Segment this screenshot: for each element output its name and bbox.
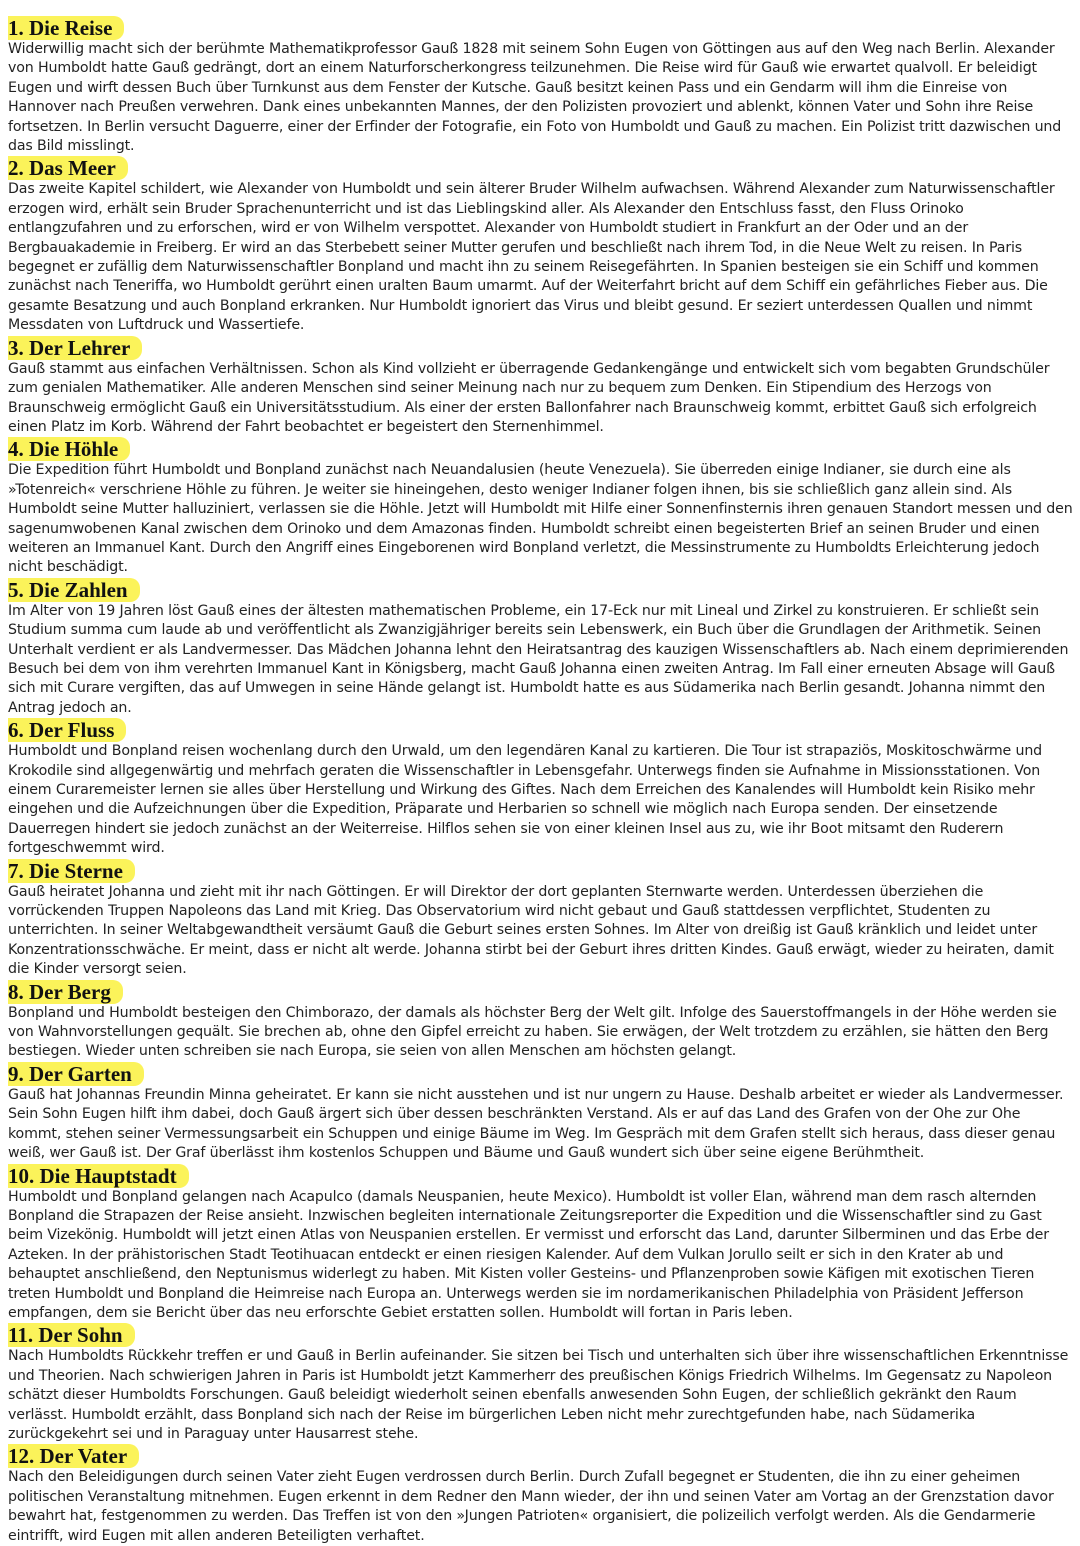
- summary-document: [8, 16, 1076, 1546]
- chapter-text: Widerwillig macht sich der berühmte Mathematikprofessor Gauß 1828 mit seinem Sohn Eugen von Göttingen aus auf den Weg nach Berlin. Alexander von Humboldt hatte Gauß gedrängt, dort an einem Naturforscherkongress teilzunehmen. Die Reise wird für Gauß wie erwartet qualvoll. Er beleidigt Eugen und wirft dessen Buch über Turnkunst aus dem Fenster der Kutsche. Gauß besitzt keinen Pass und ein Gendarm will ihm die Einreise von Hannover nach Preußen verwehren. Dank eines unbekannten Mannes, der den Polizisten provoziert und ablenkt, können Vater und Sohn ihre Reise fortsetzen. In Berlin versucht Daguerre, einer der Erfinder der Fotografie, ein Foto von Humboldt und Gauß zu machen. Ein Polizist tritt dazwischen und das Bild misslingt.: [8, 41, 1062, 155]
- chapter-heading: [8, 578, 1076, 602]
- chapter-heading: [8, 336, 1076, 360]
- chapter-heading: [8, 437, 1076, 461]
- chapter-4: [8, 437, 1076, 577]
- chapter-heading: [8, 16, 1076, 40]
- chapter-heading-text: 11. Der Sohn: [8, 1323, 135, 1347]
- chapter-heading-text: 6. Der Fluss: [8, 718, 126, 742]
- chapter-text: Gauß hat Johannas Freundin Minna geheiratet. Er kann sie nicht ausstehen und ist nur ungern zu Hause. Deshalb arbeitet er wieder als Landvermesser. Sein Sohn Eugen hilft ihm dabei, doch Gauß ärgert sich über dessen beschränkten Verstand. Als er auf das Land des Grafen von der Ohe zur Ohe kommt, stehen seiner Vermessungsarbeit ein Schuppen und einige Bäume im Weg. Im Gespräch mit dem Grafen stellt sich heraus, dass dieser genau weiß, wer Gauß ist. Der Graf überlässt ihm kostenlos Schuppen und Bäume und Gauß wundert sich über seine eigene Berühmtheit.: [8, 1086, 1064, 1162]
- chapter-heading-text: 5. Die Zahlen: [8, 578, 140, 602]
- chapter-text: Die Expedition führt Humboldt und Bonpland zunächst nach Neuandalusien (heute Venezuela). Sie überreden einige Indianer, sie durch eine als »Totenreich« verschriene Höhle zu führen. Je weiter sie hineingehen, desto weniger Indianer folgen ihnen, bis sie schließlich ganz allein sind. Als Humboldt seine Mutter halluziniert, verlassen sie die Höhle. Jetzt will Humboldt mit Hilfe einer Sonnenfinsternis ihren genauen Standort messen und den sagenumwobenen Kanal zwischen dem Orinoko und dem Amazonas finden. Humboldt schreibt einen begeisterten Brief an seinen Bruder und einen weiteren an Immanuel Kant. Durch den Angriff eines Eingeborenen wird Bonpland verletzt, die Messinstrumente zu Humboldts Erleichterung jedoch nicht beschädigt.: [8, 462, 1073, 576]
- chapter-5: [8, 578, 1076, 718]
- chapter-heading: [8, 1444, 1076, 1468]
- chapter-7: [8, 859, 1076, 980]
- chapter-heading: [8, 1164, 1076, 1188]
- chapter-heading: [8, 859, 1076, 883]
- chapter-text: Nach den Beleidigungen durch seinen Vater zieht Eugen verdrossen durch Berlin. Durch Zufall begegnet er Studenten, die ihn zu einer geheimen politischen Veranstaltung mitnehmen. Eugen erkennt in dem Redner den Mann wieder, der ihn und seinen Vater am Vortag an der Grenzstation davor bewahrt hat, festgenommen zu werden. Das Treffen ist von den »Jungen Patrioten« organisiert, die polizeilich verfolgt werden. Als die Gendarmerie eintrifft, wird Eugen mit allen anderen Beteiligten verhaftet.: [8, 1469, 1054, 1544]
- chapter-text: Gauß stammt aus einfachen Verhältnissen. Schon als Kind vollzieht er überragende Gedankengänge und entwickelt sich vom begabten Grundschüler zum genialen Mathematiker. Alle anderen Menschen sind seiner Meinung nach nur zu bequem zum Denken. Ein Stipendium des Herzogs von Braunschweig ermöglicht Gauß ein Universitätsstudium. Als einer der ersten Ballonfahrer nach Braunschweig kommt, erbittet Gauß sich erfolgreich einen Platz im Korb. Während der Fahrt beobachtet er begeistert den Sternenhimmel.: [8, 360, 1050, 435]
- chapter-text: Bonpland und Humboldt besteigen den Chimborazo, der damals als höchster Berg der Welt gilt. Infolge des Sauerstoffmangels in der Höhe werden sie von Wahnvorstellungen gequält. Sie brechen ab, ohne den Gipfel erreicht zu haben. Sie erwägen, der Welt trotzdem zu erzählen, sie hätten den Berg bestiegen. Wieder unten schreiben sie nach Europa, sie seien von allen Menschen am höchsten gelangt.: [8, 1004, 1057, 1060]
- chapter-9: [8, 1062, 1076, 1164]
- chapter-3: [8, 336, 1076, 438]
- chapter-10: [8, 1164, 1076, 1324]
- chapter-11: [8, 1323, 1076, 1444]
- chapter-heading: [8, 1062, 1076, 1086]
- chapter-heading-text: 1. Die Reise: [8, 16, 124, 40]
- chapter-heading-text: 10. Die Hauptstadt: [8, 1164, 189, 1188]
- chapter-heading-text: 2. Das Meer: [8, 156, 128, 180]
- chapter-heading-text: 9. Der Garten: [8, 1062, 144, 1086]
- chapter-heading-text: 8. Der Berg: [8, 980, 123, 1004]
- chapter-8: [8, 980, 1076, 1062]
- chapter-text: Im Alter von 19 Jahren löst Gauß eines der ältesten mathematischen Probleme, ein 17-Eck nur mit Lineal und Zirkel zu konstruieren. Er schließt sein Studium summa cum laude ab und veröffentlicht als Zwanzigjähriger bereits sein Lebenswerk, ein Buch über die Grundlagen der Arithmetik. Seinen Unterhalt verdient er als Landvermesser. Das Mädchen Johanna lehnt den Heiratsantrag des kauzigen Wissenschaftlers ab. Nach einem deprimierenden Besuch bei dem von ihm verehrten Immanuel Kant in Königsberg, macht Gauß Johanna einen zweiten Antrag. Im Fall einer erneuten Absage will Gauß sich mit Curare vergiften, das auf Umwegen in seine Hände gelangt ist. Humboldt hatte es aus Südamerika nach Berlin gesandt. Johanna nimmt den Antrag jedoch an.: [8, 602, 1069, 716]
- chapter-text: Humboldt und Bonpland gelangen nach Acapulco (damals Neuspanien, heute Mexico). Humboldt ist voller Elan, während man dem rasch alternden Bonpland die Strapazen der Reise ansieht. Inzwischen begleiten internationale Zeitungsreporter die Expedition und die Wissenschaftler sind zu Gast beim Vizekönig. Humboldt will jetzt einen Atlas von Neuspanien erstellen. Er vermisst und erforscht das Land, darunter Silberminen und das Erbe der Azteken. In der prähistorischen Stadt Teotihuacan entdeckt er einen riesigen Kalender. Auf dem Vulkan Jorullo seilt er sich in den Krater ab und behauptet anschließend, den Neptunismus widerlegt zu haben. Mit Kisten voller Gesteins- und Pflanzenproben sowie Käfigen mit exotischen Tieren treten Humboldt und Bonpland die Heimreise nach Europa an. Unterwegs werden sie im nordamerikanischen Philadelphia von Präsident Jefferson empfangen, dem sie Bericht über das neu erforschte Gebiet erstatten sollen. Humboldt will fortan in Paris leben.: [8, 1188, 1049, 1321]
- chapter-heading-text: 12. Der Vater: [8, 1444, 139, 1468]
- chapter-2: [8, 156, 1076, 335]
- chapter-heading: [8, 1323, 1076, 1347]
- chapter-text: Humboldt und Bonpland reisen wochenlang durch den Urwald, um den legendären Kanal zu kartieren. Die Tour ist strapaziös, Moskitoschwärme und Krokodile sind allgegenwärtig und mehrfach geraten die Wissenschaftler in Lebensgefahr. Unterwegs finden sie Aufnahme in Missionsstationen. Von einem Curaremeister lernen sie alles über Herstellung und Wirkung des Giftes. Nach dem Erreichen des Kanalendes will Humboldt kein Risiko mehr eingehen und die Aufzeichnungen über die Expedition, Präparate und Herbarien so schnell wie möglich nach Europa senden. Der einsetzende Dauerregen hindert sie jedoch zunächst an der Weiterreise. Hilflos sehen sie von einer kleinen Insel aus zu, wie ihr Boot mitsamt den Ruderern fortgeschwemmt wird.: [8, 743, 1043, 857]
- chapter-text: Gauß heiratet Johanna und zieht mit ihr nach Göttingen. Er will Direktor der dort geplanten Sternwarte werden. Unterdessen überziehen die vorrückenden Truppen Napoleons das Land mit Krieg. Das Observatorium wird nicht gebaut und Gauß stattdessen verpflichtet, Studenten zu unterrichten. In seiner Weltabgewandtheit versäumt Gauß die Geburt seines ersten Sohnes. Im Alter von dreißig ist Gauß kränklich und leidet unter Konzentrationsschwäche. Er meint, dass er nicht alt werde. Johanna stirbt bei der Geburt ihres dritten Kindes. Gauß erwägt, wieder zu heiraten, damit die Kinder versorgt seien.: [8, 883, 1054, 978]
- chapter-text: Das zweite Kapitel schildert, wie Alexander von Humboldt und sein älterer Bruder Wilhelm aufwachsen. Während Alexander zum Naturwissenschaftler erzogen wird, erhält sein Bruder Sprachenunterricht und ist das Lieblingskind aller. Als Alexander den Entschluss fasst, den Fluss Orinoko entlangzufahren und zu erforschen, wird er von Wilhelm verspottet. Alexander von Humboldt studiert in Frankfurt an der Oder und an der Bergbauakademie in Freiberg. Er wird an das Sterbebett seiner Mutter gerufen und beschließt nach ihrem Tod, in die Neue Welt zu reisen. In Paris begegnet er zufällig dem Naturwissenschaftler Bonpland und macht ihn zu seinem Reisegefährten. In Spanien besteigen sie ein Schiff und kommen zunächst nach Teneriffa, wo Humboldt gerührt einen uralten Baum umarmt. Auf der Weiterfahrt bricht auf dem Schiff ein gefährliches Fieber aus. Die gesamte Besatzung und auch Bonpland erkranken. Nur Humboldt ignoriert das Virus und bleibt gesund. Er seziert unterdessen Quallen und nimmt Messdaten von Luftdruck und Wassertiefe.: [8, 181, 1055, 334]
- chapter-heading: [8, 156, 1076, 180]
- chapter-1: [8, 16, 1076, 156]
- chapter-text: Nach Humboldts Rückkehr treffen er und Gauß in Berlin aufeinander. Sie sitzen bei Tisch und unterhalten sich über ihre wissenschaftlichen Erkenntnisse und Theorien. Nach schwierigen Jahren in Paris ist Humboldt jetzt Kammerherr des preußischen Königs Friedrich Wilhelms. Im Gegensatz zu Napoleon schätzt dieser Humboldts Forschungen. Gauß beleidigt wiederholt seinen ebenfalls anwesenden Sohn Eugen, der schließlich gekränkt den Raum verlässt. Humboldt erzählt, dass Bonpland sich nach der Reise im bürgerlichen Leben nicht mehr zurechtgefunden habe, nach Südamerika zurückgekehrt sei und in Paraguay unter Hausarrest stehe.: [8, 1348, 1069, 1442]
- chapter-12: [8, 1444, 1076, 1546]
- chapter-6: [8, 718, 1076, 858]
- chapter-heading-text: 7. Die Sterne: [8, 859, 135, 883]
- chapter-heading-text: 3. Der Lehrer: [8, 336, 142, 360]
- chapter-heading: [8, 980, 1076, 1004]
- chapter-heading-text: 4. Die Höhle: [8, 437, 130, 461]
- chapter-heading: [8, 718, 1076, 742]
